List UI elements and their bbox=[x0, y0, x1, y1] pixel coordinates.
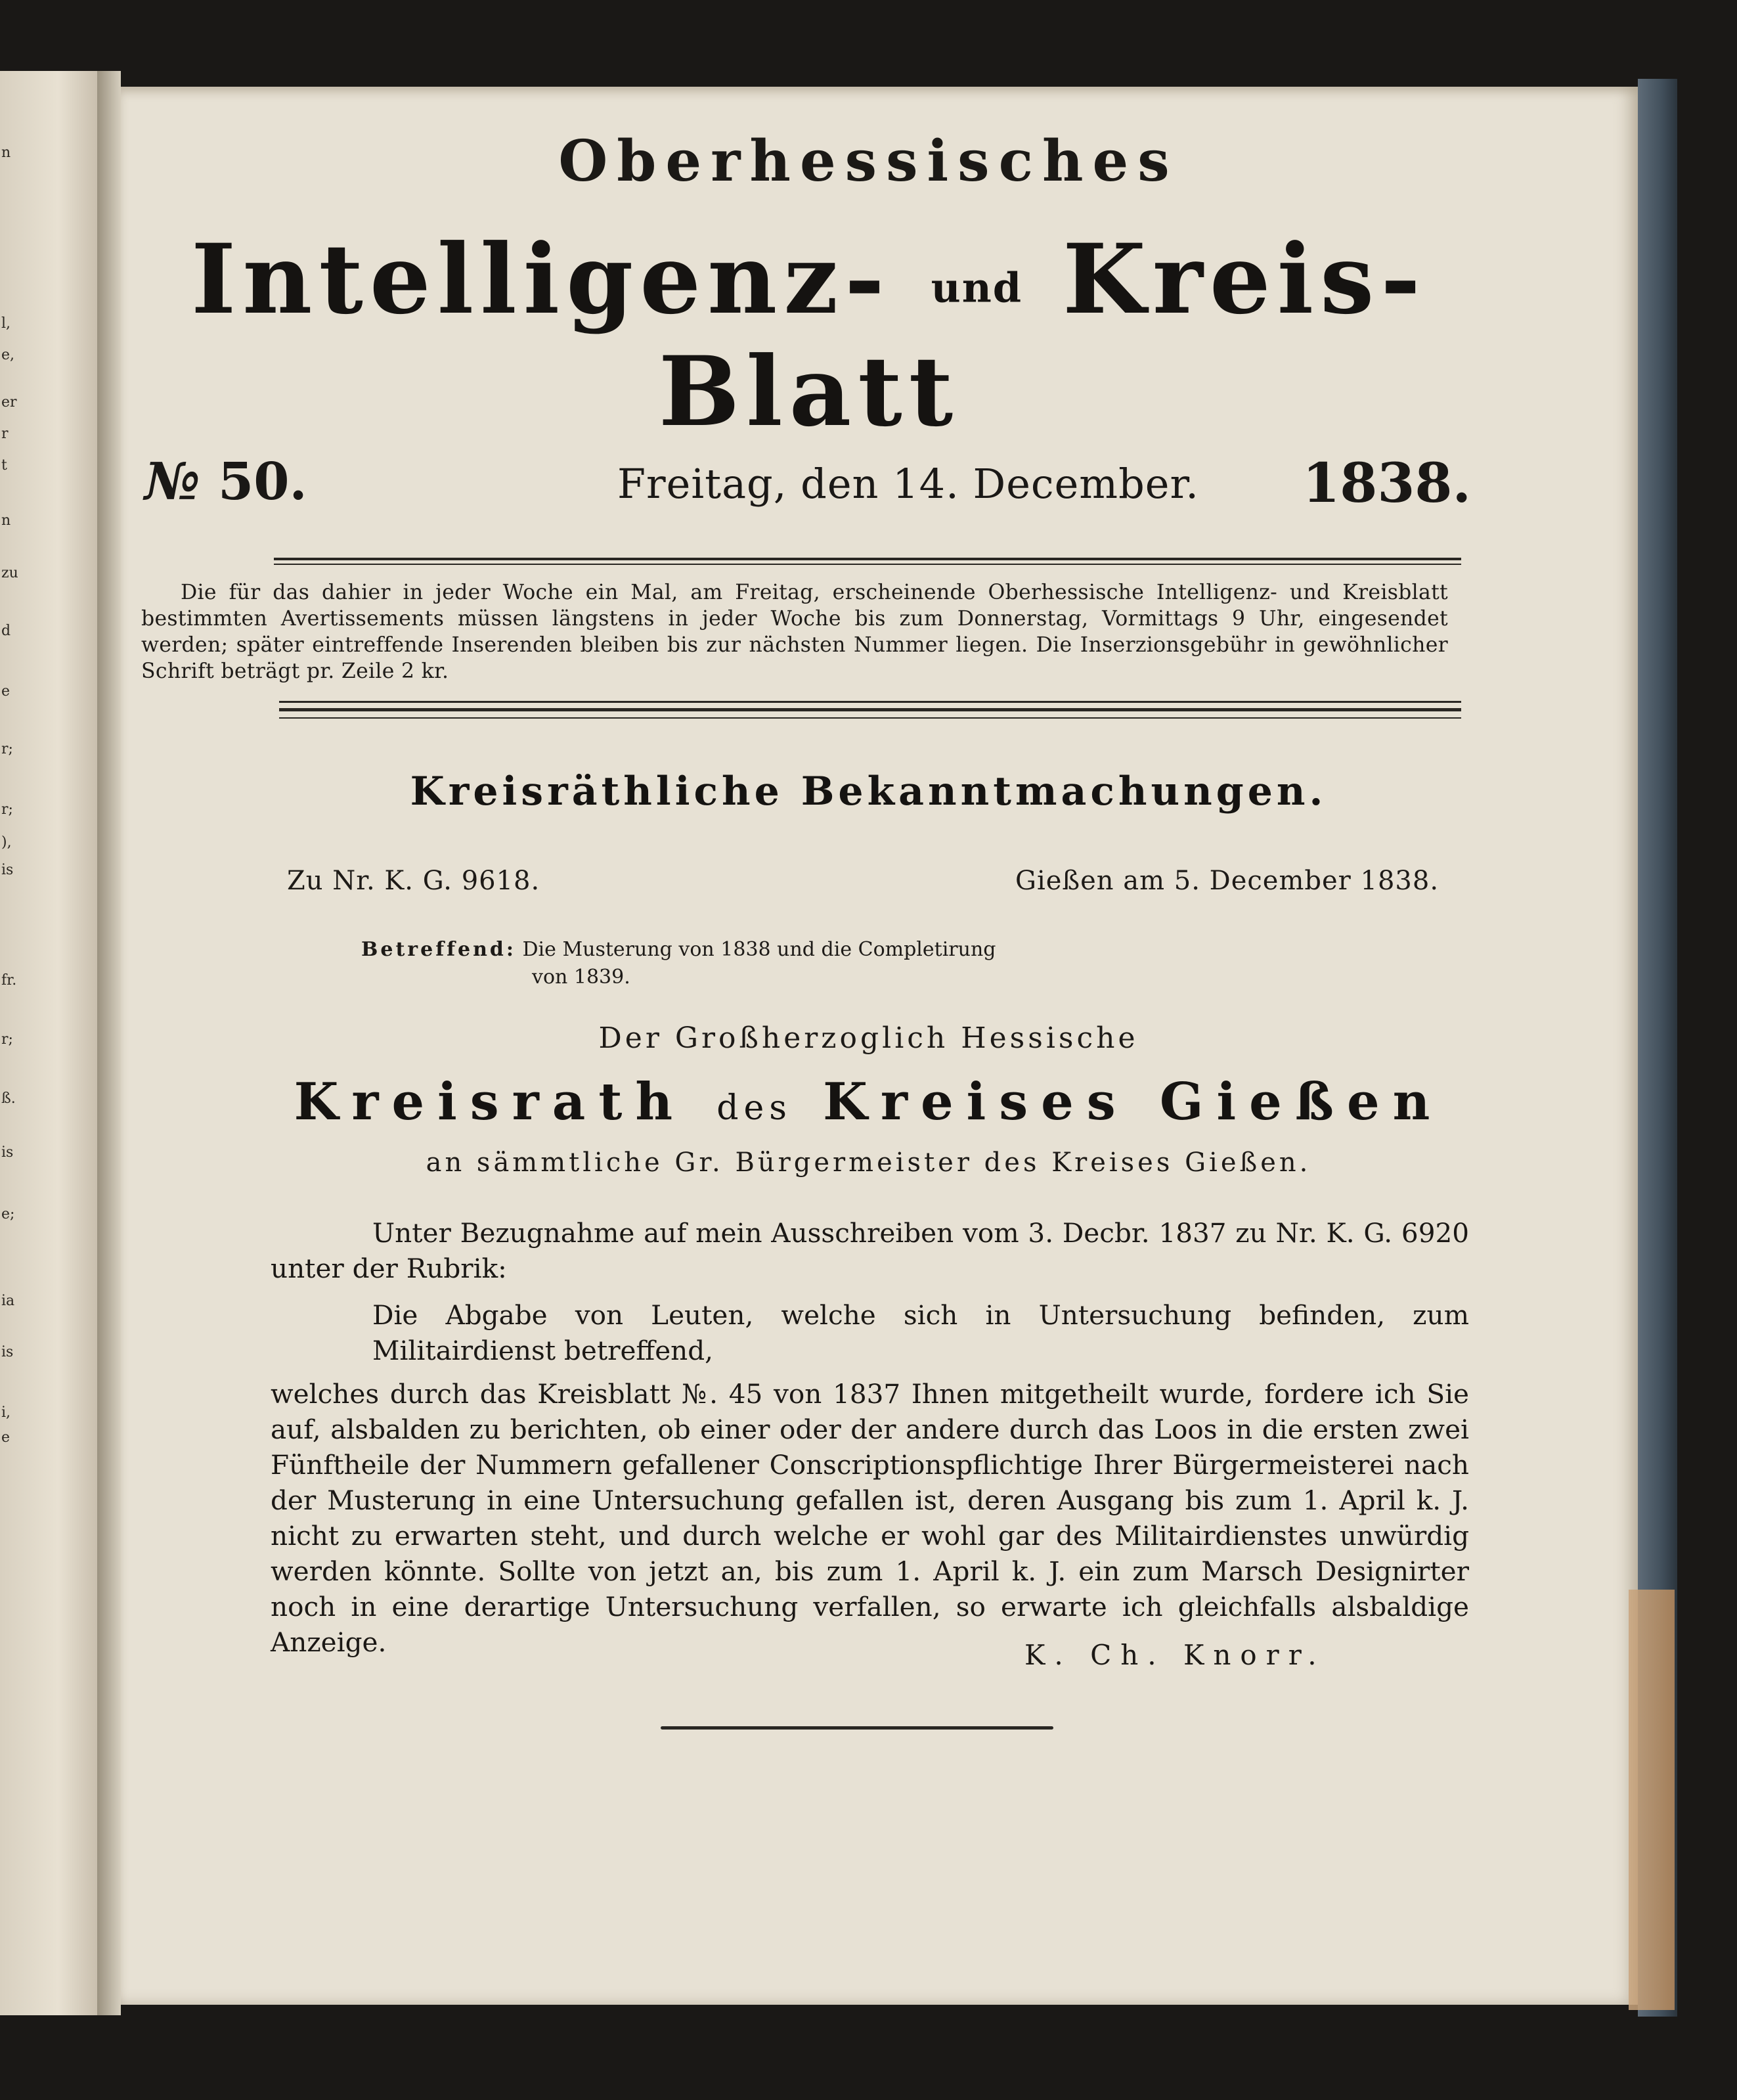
masthead-title bbox=[152, 223, 1466, 448]
page-fragment: er bbox=[1, 394, 17, 411]
authority-title-giessen: Gießen bbox=[1159, 1072, 1443, 1132]
subject-label: Betreffend: bbox=[361, 938, 516, 961]
notice-rule-1 bbox=[279, 701, 1461, 703]
notice-rule-3 bbox=[279, 717, 1461, 719]
masthead-line-1: Oberhessisches bbox=[558, 128, 1179, 194]
subject-line-2: von 1839. bbox=[532, 966, 630, 989]
authority-title-kreises: Kreises bbox=[823, 1072, 1129, 1132]
issue-date: Freitag, den 14. December. bbox=[617, 460, 1200, 508]
page-fragment: e, bbox=[1, 347, 15, 363]
subject-line-1 bbox=[361, 936, 1084, 964]
authority-line-1: Der Großherzoglich Hessische bbox=[598, 1021, 1139, 1055]
page-fragment: is bbox=[1, 1344, 14, 1360]
subject-text: Die Musterung von 1838 und die Completirung bbox=[522, 938, 996, 961]
body-paragraph-2: welches durch das Kreisblatt №. 45 von 1837 Ihnen mitgetheilt wurde, fordere ich Sie auf, alsbalden zu berichten, ob einer oder der andere durch das Loos in die ersten zwei Fünftheile der Nummern gefallener Conscriptionspflichtige Ihrer Bürgermeisterei nach der Musterung in eine Untersuchung gefallen ist, deren Ausgang bis zum 1. April k. J. nicht zu erwarten steht, und durch welche er wohl gar des Militairdienstes unwürdig werden könnte. Sollte von jetzt an, bis zum 1. April k. J. ein zum Marsch Designirter noch in eine derartige Untersuchung verfallen, so erwarte ich gleichfalls alsbaldige Anzeige. bbox=[271, 1378, 1469, 1658]
masthead-title-und: und bbox=[931, 263, 1023, 312]
rubric-quote: Die Abgabe von Leuten, welche sich in Untersuchung befinden, zum Militairdienst betreffend, bbox=[372, 1299, 1469, 1366]
body-paragraph-1: Unter Bezugnahme auf mein Ausschreiben vom 3. Decbr. 1837 zu Nr. K. G. 6920 unter der Rubrik: bbox=[271, 1217, 1469, 1284]
place-date: Gießen am 5. December 1838. bbox=[1015, 866, 1440, 896]
page-fragment: is bbox=[1, 862, 14, 878]
header-rule-top bbox=[274, 558, 1461, 560]
subject-block bbox=[361, 936, 1084, 991]
authority-title-des: des bbox=[716, 1088, 792, 1128]
signature: K. Ch. Knorr. bbox=[1024, 1639, 1326, 1671]
notice-rule-2 bbox=[279, 708, 1461, 711]
page-fragment: e bbox=[1, 1429, 11, 1446]
masthead-title-part-a: Intelligenz- bbox=[191, 223, 891, 336]
page-fragment: r bbox=[1, 426, 9, 442]
issue-dateline bbox=[144, 452, 1471, 531]
page-fragment: r; bbox=[1, 801, 13, 818]
page-fragment: ia bbox=[1, 1293, 15, 1309]
issue-number-value: 50. bbox=[217, 452, 307, 512]
page-fragment: fr. bbox=[1, 972, 17, 989]
page-fragment: ), bbox=[1, 834, 12, 851]
authority-title-kreisrath: Kreisrath bbox=[294, 1072, 686, 1132]
header-rule-top-thin bbox=[274, 564, 1461, 565]
issue-number bbox=[144, 452, 307, 512]
page-fragment: t bbox=[1, 457, 7, 474]
page-fragment: is bbox=[1, 1144, 14, 1161]
page-fragment: l, bbox=[1, 315, 11, 332]
reference-number: Zu Nr. K. G. 9618. bbox=[287, 866, 540, 896]
worn-page-edge bbox=[1629, 1590, 1675, 2010]
issue-year: 1838. bbox=[1302, 452, 1471, 515]
page-fragment: n bbox=[1, 512, 11, 529]
number-sign: № bbox=[144, 452, 200, 512]
page-fragment: r; bbox=[1, 1031, 13, 1048]
section-title: Kreisräthliche Bekanntmachungen. bbox=[410, 769, 1327, 815]
page-fragment: r; bbox=[1, 741, 13, 757]
page-fragment: i, bbox=[1, 1404, 11, 1421]
authority-title bbox=[0, 1072, 1737, 1132]
page-fragment: zu bbox=[1, 565, 18, 581]
page-fragment: d bbox=[1, 623, 11, 639]
page-fragment: e bbox=[1, 683, 11, 700]
page-fragment: e; bbox=[1, 1206, 15, 1222]
masthead-title-part-b: Kreis-Blatt bbox=[658, 223, 1427, 448]
page-fragment: ß. bbox=[1, 1090, 16, 1107]
publication-notice: Die für das dahier in jeder Woche ein Mal, am Freitag, erscheinende Oberhessische Intelligenz- und Kreisblatt bestimmten Avertissements müssen längstens in jeder Woche bis zum Donnerstag, Vormittags 9 Uhr, eingesendet werden; später eintreffende Inserenden bleiben bis zur nächsten Nummer liegen. Die Inserzionsgebühr in gewöhnlicher Schrift beträgt pr. Zeile 2 kr. bbox=[141, 581, 1448, 683]
addressee-line: an sämmtliche Gr. Bürgermeister des Kreises Gießen. bbox=[426, 1148, 1311, 1178]
end-rule bbox=[661, 1726, 1053, 1730]
page-fragment: n bbox=[1, 145, 11, 161]
